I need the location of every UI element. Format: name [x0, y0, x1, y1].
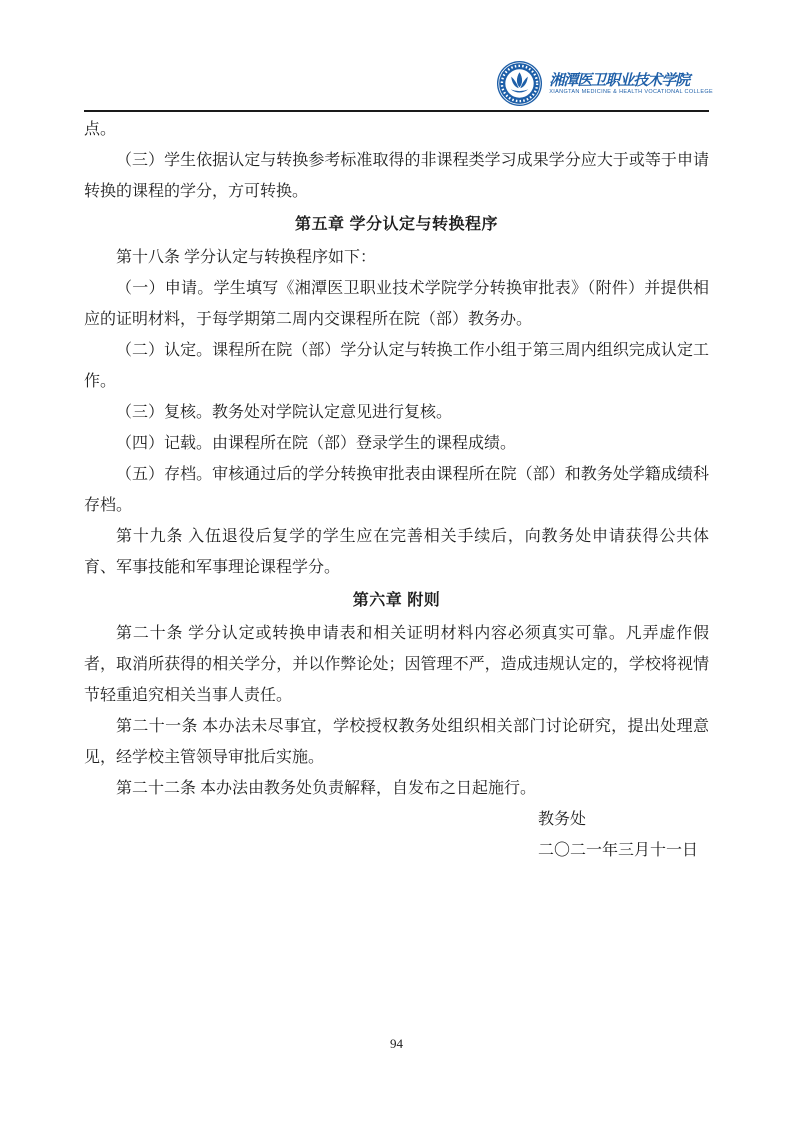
signature-date: 二〇二一年三月十一日	[538, 842, 699, 859]
paragraph-continuation: 点。	[84, 121, 117, 138]
header-rule	[84, 110, 709, 112]
college-emblem-icon	[496, 60, 543, 107]
paragraph-article-19: 第十九条 入伍退役后复学的学生应在完善相关手续后，向教务处申请获得公共体育、军事技能和军事理论课程学分。	[84, 528, 709, 576]
paragraph-article-22: 第二十二条 本办法由教务处负责解释，自发布之日起施行。	[116, 780, 537, 797]
paragraph-item-2: （二）认定。课程所在院（部）学分认定与转换工作小组于第三周内组织完成认定工作。	[84, 342, 709, 390]
chapter-5-heading: 第五章 学分认定与转换程序	[295, 216, 498, 233]
paragraph-item-5: （五）存档。审核通过后的学分转换审批表由课程所在院（部）和教务处学籍成绩科存档。	[84, 466, 709, 514]
page-number: 94	[390, 1036, 403, 1051]
chapter-6-heading: 第六章 附则	[352, 592, 441, 609]
college-name-english: XIANGTAN MEDICINE & HEALTH VOCATIONAL COLLEGE	[549, 89, 713, 95]
paragraph-item-1: （一）申请。学生填写《湘潭医卫职业技术学院学分转换审批表》（附件）并提供相应的证明材料，于每学期第二周内交课程所在院（部）教务办。	[84, 280, 709, 328]
paragraph: （三）学生依据认定与转换参考标准取得的非课程类学习成果学分应大于或等于申请转换的课程的学分，方可转换。	[84, 152, 709, 200]
paragraph-item-3: （三）复核。教务处对学院认定意见进行复核。	[116, 404, 453, 421]
paragraph-item-4: （四）记载。由课程所在院（部）登录学生的课程成绩。	[116, 435, 517, 452]
signature-department: 教务处	[538, 811, 587, 828]
college-logo	[496, 60, 713, 107]
college-name-block	[549, 71, 713, 96]
paragraph-article-21: 第二十一条 本办法未尽事宜，学校授权教务处组织相关部门讨论研究，提出处理意见，经学校主管领导审批后实施。	[84, 718, 709, 766]
college-name-chinese: 湘潭医卫职业技术学院	[549, 71, 690, 89]
document-body	[84, 114, 709, 866]
paragraph-article-18: 第十八条 学分认定与转换程序如下：	[116, 249, 377, 266]
paragraph-article-20: 第二十条 学分认定或转换申请表和相关证明材料内容必须真实可靠。凡弄虚作假者，取消所获得的相关学分，并以作弊论处；因管理不严，造成违规认定的，学校将视情节轻重追究相关当事人责任。	[84, 625, 709, 704]
signature-block	[538, 804, 709, 866]
